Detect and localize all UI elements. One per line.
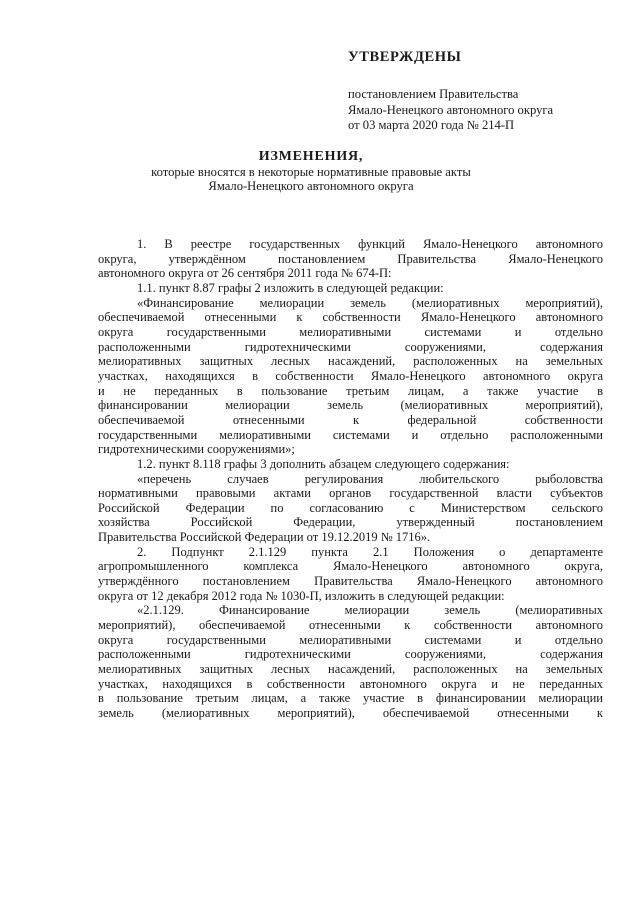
body-line: мелиоративных защитных лесных насаждений, расположенных на земельных bbox=[98, 354, 603, 369]
approval-line: постановлением Правительства bbox=[348, 87, 519, 101]
body-line: округа государственными мелиоративными системами и отдельно bbox=[98, 324, 603, 339]
body-line: хозяйства Российской Федерации, утвержденный постановлением bbox=[98, 515, 603, 530]
body-line: 1.2. пункт 8.118 графы 3 дополнить абзацем следующего содержания: bbox=[137, 456, 510, 471]
title-subtitle-line: которые вносятся в некоторые нормативные правовые акты bbox=[151, 165, 471, 179]
body-line: 1.1. пункт 8.87 графы 2 изложить в следующей редакции: bbox=[137, 280, 444, 295]
approval-line: от 03 марта 2020 года № 214-П bbox=[348, 118, 515, 132]
title-main: ИЗМЕНЕНИЯ, bbox=[258, 149, 364, 164]
body-line: мелиоративных защитных лесных насаждений, расположенных на земельных bbox=[98, 662, 603, 677]
body-line: обеспечиваемой отнесенными к собственности Ямало-Ненецкого автономного bbox=[98, 310, 603, 325]
body-line: финансировании мелиорации земель (мелиоративных мероприятий), bbox=[98, 398, 603, 413]
body-line: «Финансирование мелиорации земель (мелиоративных мероприятий), bbox=[137, 295, 603, 310]
body-line: Правительства Российской Федерации от 19.12.2019 № 1716». bbox=[98, 530, 431, 545]
body-line: и не переданных в пользование третьим лицам, а также участие в bbox=[98, 383, 603, 398]
body-line: расположенными гидротехническими сооружениями, содержания bbox=[98, 647, 603, 662]
body-line: Российской Федерации по согласованию с Министерством сельского bbox=[98, 500, 603, 515]
body-line: «2.1.129. Финансирование мелиорации земель (мелиоративных bbox=[137, 603, 603, 618]
body-line: 1. В реестре государственных функций Ямало-Ненецкого автономного bbox=[137, 237, 603, 251]
title-subtitle-line: Ямало-Ненецкого автономного округа bbox=[208, 179, 414, 193]
body-line: мероприятий), обеспечиваемой отнесенными к собственности автономного bbox=[98, 618, 603, 633]
body-line: нормативными правовыми актами органов государственной власти субъектов bbox=[98, 486, 603, 501]
body-line: государственными мелиоративными системами и отдельно расположенными bbox=[98, 427, 603, 442]
body-line: «перечень случаев регулирования любительского рыболовства bbox=[137, 471, 603, 486]
body-line: в пользование третьим лицам, а также участие в финансировании мелиорации bbox=[98, 691, 603, 706]
body-line: утверждённого постановлением Правительства Ямало-Ненецкого автономного bbox=[98, 574, 603, 589]
body-line: участках, находящихся в собственности автономного округа и не переданных bbox=[98, 676, 603, 691]
body-line: округа государственными мелиоративными системами и отдельно bbox=[98, 632, 603, 647]
body-line: округа от 12 декабря 2012 года № 1030-П, изложить в следующей редакции: bbox=[98, 588, 505, 603]
body-line: обеспечиваемой отнесенными к федеральной собственности bbox=[98, 412, 603, 427]
body-line: земель (мелиоративных мероприятий), обеспечиваемой отнесенными к bbox=[98, 706, 603, 720]
body-line: участках, находящихся в собственности Ямало-Ненецкого автономного округа bbox=[98, 368, 603, 383]
approval-stamp bbox=[348, 49, 608, 134]
document-body bbox=[98, 237, 603, 721]
body-line: округа, утверждённом постановлением Правительства Ямало-Ненецкого bbox=[98, 251, 603, 266]
body-line: агропромышленного комплекса Ямало-Ненецкого автономного округа, bbox=[98, 559, 603, 574]
body-line: 2. Подпункт 2.1.129 пункта 2.1 Положения о департаменте bbox=[137, 544, 603, 559]
document-title bbox=[96, 148, 526, 193]
body-line: расположенными гидротехническими сооружениями, содержания bbox=[98, 339, 603, 354]
body-line: автономного округа от 26 сентября 2011 года № 674-П: bbox=[98, 266, 392, 281]
body-line: гидротехническими сооружениями»; bbox=[98, 442, 295, 457]
approval-line: Ямало-Ненецкого автономного округа bbox=[348, 102, 554, 117]
approval-heading: УТВЕРЖДЕНЫ bbox=[348, 49, 462, 65]
